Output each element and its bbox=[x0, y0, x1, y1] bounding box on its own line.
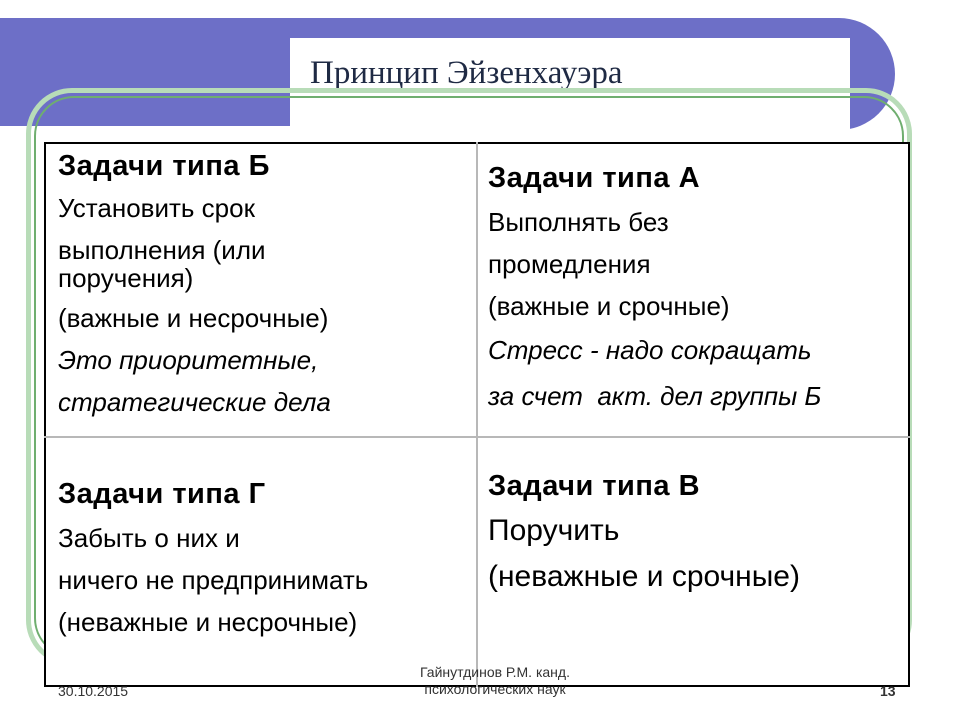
quadrant-heading: Задачи типа В bbox=[488, 470, 701, 502]
quadrant-heading: Задачи типа Г bbox=[58, 478, 266, 510]
matrix-vertical-divider bbox=[476, 142, 478, 687]
quadrant-text: выполнения (или bbox=[58, 235, 266, 265]
footer-author bbox=[395, 664, 595, 698]
quadrant-heading: Задачи типа А bbox=[488, 162, 701, 194]
footer-author-line: Гайнутдинов Р.М. канд. bbox=[420, 664, 570, 680]
quadrant-type-b bbox=[58, 148, 331, 416]
quadrant-text: (важные и срочные) bbox=[488, 291, 730, 321]
quadrant-text: поручения) bbox=[58, 263, 194, 293]
quadrant-text: ничего не предпринимать bbox=[58, 565, 369, 595]
quadrant-text-italic: Стресс - надо сокращать bbox=[488, 335, 812, 365]
quadrant-text: (важные и несрочные) bbox=[58, 303, 329, 333]
quadrant-type-a bbox=[488, 160, 821, 410]
page-number: 13 bbox=[880, 683, 896, 699]
quadrant-text-italic: за счет акт. дел группы Б bbox=[488, 381, 822, 411]
quadrant-text: Забыть о них и bbox=[58, 523, 240, 553]
quadrant-text: промедления bbox=[488, 249, 651, 279]
quadrant-text-italic: стратегические дела bbox=[58, 387, 331, 417]
quadrant-type-v bbox=[488, 468, 800, 594]
quadrant-text: (неважные и срочные) bbox=[488, 560, 800, 593]
quadrant-text-italic: Это приоритетные, bbox=[58, 345, 319, 375]
slide-title: Принцип Эйзенхауэра bbox=[310, 55, 623, 91]
footer-author-line: психологических наук bbox=[424, 681, 566, 697]
quadrant-text: Поручить bbox=[488, 514, 620, 547]
footer-date: 30.10.2015 bbox=[58, 683, 129, 699]
quadrant-text: Выполнять без bbox=[488, 207, 669, 237]
quadrant-type-g bbox=[58, 476, 368, 636]
quadrant-text: (неважные и несрочные) bbox=[58, 607, 358, 637]
matrix-horizontal-divider bbox=[44, 436, 910, 438]
quadrant-text: Установить срок bbox=[58, 193, 255, 223]
quadrant-heading: Задачи типа Б bbox=[58, 150, 270, 182]
